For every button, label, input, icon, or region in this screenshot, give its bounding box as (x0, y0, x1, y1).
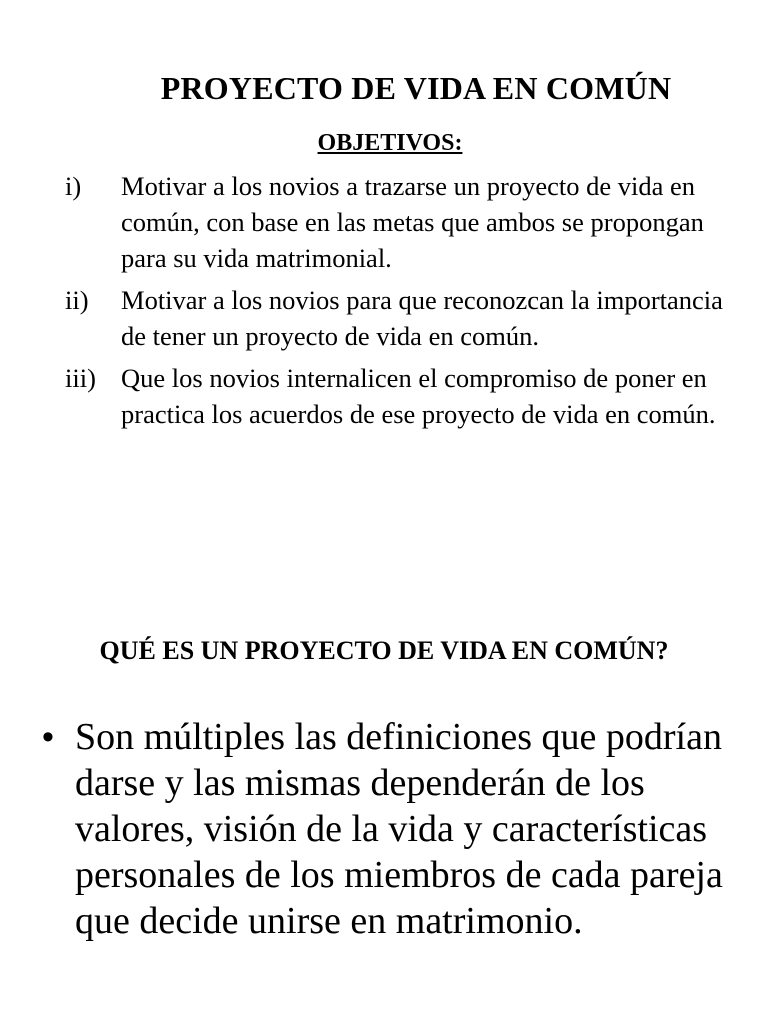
objective-text: Motivar a los novios a trazarse un proyecto de vida en común, con base en las metas que ambos se propongan para su vida matrimonial. (121, 171, 704, 273)
bullet-marker: • (42, 718, 54, 756)
objective-marker: ii) (65, 285, 89, 315)
bullet-text: Son múltiples las definiciones que podrían darse y las mismas dependerán de los valores, visión de la vida y características personales de los miembros de cada pareja que decide unirse en matrimonio. (75, 716, 723, 942)
objective-marker: iii) (65, 363, 96, 393)
objectives-list (0, 168, 768, 438)
objective-marker: i) (65, 171, 82, 201)
objective-text: Que los novios internalicen el compromiso de poner en practica los acuerdos de ese proyecto de vida en común. (121, 363, 716, 429)
objectives-heading: OBJETIVOS: (317, 130, 463, 156)
objective-text: Motivar a los novios para que reconozcan la importancia de tener un proyecto de vida en común. (121, 285, 723, 351)
bullet-list (0, 714, 768, 944)
objective-item (0, 360, 768, 432)
document-title: PROYECTO DE VIDA EN COMÚN (160, 70, 672, 106)
objective-item (0, 282, 768, 354)
bullet-item (0, 714, 768, 944)
question-heading: QUÉ ES UN PROYECTO DE VIDA EN COMÚN? (99, 636, 669, 665)
objective-item (0, 168, 768, 276)
